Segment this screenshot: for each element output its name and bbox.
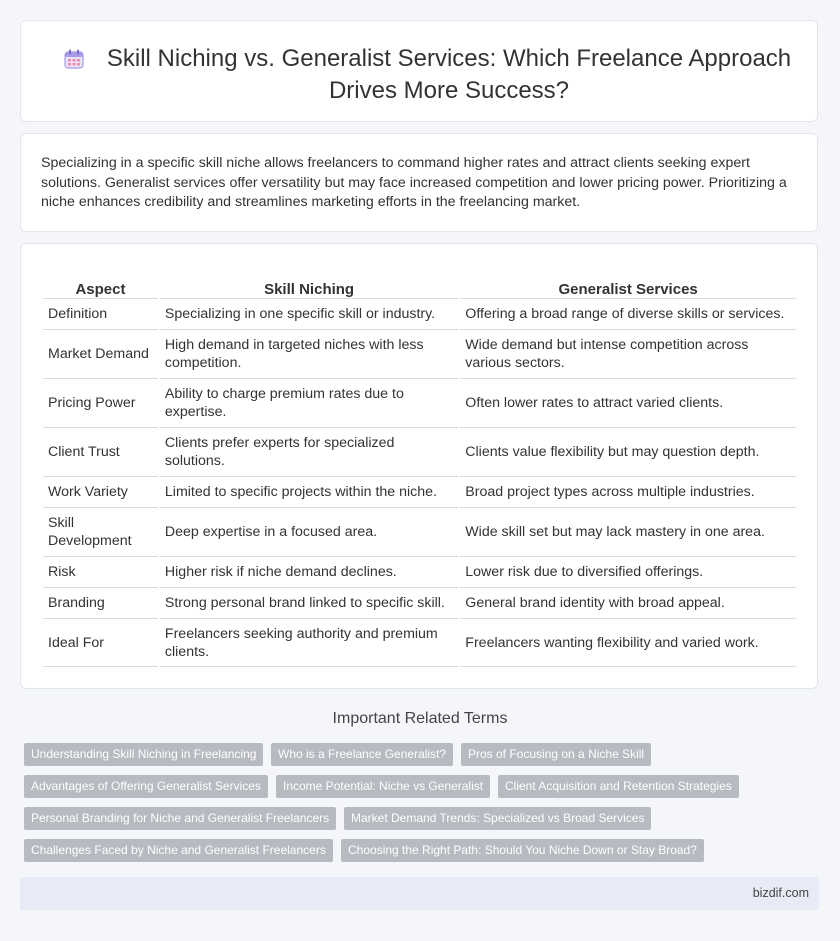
table-header-row: [43, 274, 796, 298]
skill-niching-cell: Freelancers seeking authority and premium clients.: [160, 618, 458, 667]
generalist-cell: Offering a broad range of diverse skills or services.: [460, 298, 796, 329]
skill-niching-cell: High demand in targeted niches with less competition.: [160, 329, 458, 378]
related-term-tag[interactable]: Who is a Freelance Generalist?: [271, 743, 453, 766]
related-term-tag[interactable]: Pros of Focusing on a Niche Skill: [461, 743, 651, 766]
title-card: [20, 20, 818, 122]
header-skill-niching: Skill Niching: [264, 281, 355, 298]
table-row: [43, 378, 796, 427]
table-row: [43, 618, 796, 667]
aspect-cell: Work Variety: [43, 476, 158, 507]
calendar-grid-icon: [63, 48, 85, 70]
aspect-cell: Market Demand: [43, 329, 158, 378]
aspect-cell: Skill Development: [43, 507, 158, 556]
skill-niching-cell: Ability to charge premium rates due to expertise.: [160, 378, 458, 427]
related-term-tag[interactable]: Market Demand Trends: Specialized vs Broad Services: [344, 807, 651, 830]
related-term-tag[interactable]: Client Acquisition and Retention Strategies: [498, 775, 739, 798]
intro-text: Specializing in a specific skill niche allows freelancers to command higher rates and attract clients seeking expert solutions. Generalist services offer versatility but may face increased competition and lower pricing power. Prioritizing a niche enhances credibility and streamlines marketing efforts in the freelancing market.: [41, 155, 787, 210]
skill-niching-cell: Higher risk if niche demand declines.: [160, 556, 458, 587]
aspect-cell: Definition: [43, 298, 158, 329]
aspect-cell: Client Trust: [43, 427, 158, 476]
skill-niching-cell: Limited to specific projects within the niche.: [160, 476, 458, 507]
related-term-tag[interactable]: Choosing the Right Path: Should You Niche Down or Stay Broad?: [341, 839, 704, 862]
skill-niching-cell: Specializing in one specific skill or industry.: [160, 298, 458, 329]
generalist-cell: Wide skill set but may lack mastery in one area.: [460, 507, 796, 556]
comparison-table: [41, 274, 798, 667]
header-aspect: Aspect: [75, 281, 126, 298]
table-row: [43, 507, 796, 556]
aspect-cell: Pricing Power: [43, 378, 158, 427]
footer: [20, 877, 819, 910]
generalist-cell: General brand identity with broad appeal.: [460, 587, 796, 618]
header-generalist: Generalist Services: [558, 281, 698, 298]
table-row: [43, 329, 796, 378]
generalist-cell: Often lower rates to attract varied clients.: [460, 378, 796, 427]
skill-niching-cell: Deep expertise in a focused area.: [160, 507, 458, 556]
generalist-cell: Freelancers wanting flexibility and varied work.: [460, 618, 796, 667]
table-row: [43, 298, 796, 329]
skill-niching-cell: Strong personal brand linked to specific skill.: [160, 587, 458, 618]
generalist-cell: Wide demand but intense competition across various sectors.: [460, 329, 796, 378]
related-terms-title: Important Related Terms: [332, 710, 508, 727]
related-term-tag[interactable]: Advantages of Offering Generalist Services: [24, 775, 268, 798]
table-row: [43, 427, 796, 476]
skill-niching-cell: Clients prefer experts for specialized solutions.: [160, 427, 458, 476]
page-title: Skill Niching vs. Generalist Services: Which Freelance Approach Drives More Success?: [106, 45, 792, 104]
table-row: [43, 476, 796, 507]
related-term-tag[interactable]: Challenges Faced by Niche and Generalist Freelancers: [24, 839, 333, 862]
table-row: [43, 556, 796, 587]
generalist-cell: Clients value flexibility but may question depth.: [460, 427, 796, 476]
table-row: [43, 587, 796, 618]
generalist-cell: Lower risk due to diversified offerings.: [460, 556, 796, 587]
aspect-cell: Risk: [43, 556, 158, 587]
site-name: bizdif.com: [752, 886, 809, 900]
comparison-card: [20, 243, 818, 689]
related-term-tag[interactable]: Income Potential: Niche vs Generalist: [276, 775, 490, 798]
generalist-cell: Broad project types across multiple industries.: [460, 476, 796, 507]
aspect-cell: Branding: [43, 587, 158, 618]
related-term-tag[interactable]: Personal Branding for Niche and Generalist Freelancers: [24, 807, 336, 830]
aspect-cell: Ideal For: [43, 618, 158, 667]
intro-card: [20, 133, 818, 232]
related-term-tag[interactable]: Understanding Skill Niching in Freelancing: [24, 743, 263, 766]
